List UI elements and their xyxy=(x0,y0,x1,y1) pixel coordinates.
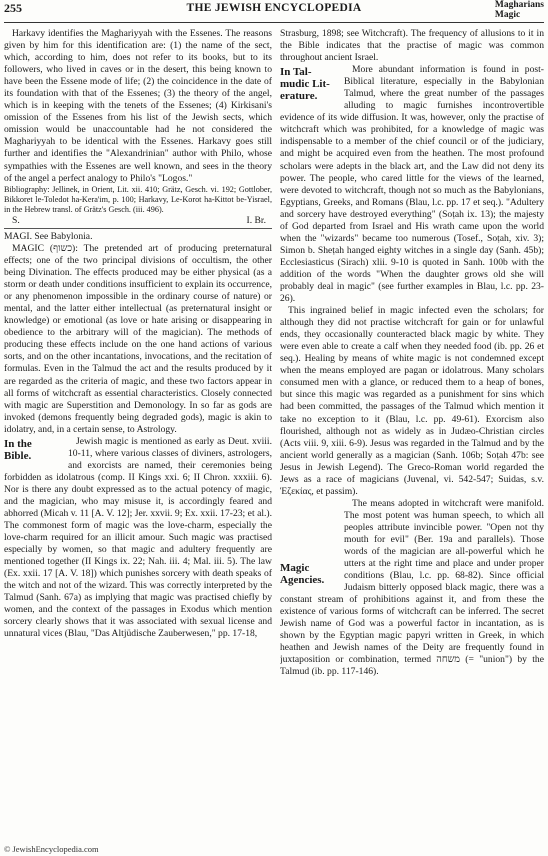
article-divider xyxy=(4,228,272,229)
side-heading-line: Bible. xyxy=(4,449,32,462)
signature-left: S. xyxy=(12,214,20,226)
essenes-paragraph: Harkavy identifies the Maghariyyah with the Essenes. The reasons given by him for this identification are: (1) the name of the sect, which, according to him, does not refer to its books, but to its followers, who lived in caves or in the desert, this being known to have been the Essene mode of life; (2) the coincidence in the date of its foundation with that of the Essenes; (3) the theory of the angel, which is in keeping with the tenets of the Essenes; (4) Kirkisani's omission of the Essenes from his list of the Jewish sects, which omission would be unaccountable had he not considered the Maghariyyah to be identical with the Essenes. Harkavy goes still further and identifies the "Alexandrinian" author with Philo, whose sympathies with the Essenes are well known, and sees in the theory of the angel a perfect analogy to Philo's "Logos." xyxy=(4,28,272,184)
right-column xyxy=(280,28,544,840)
copyright-mark: © xyxy=(4,844,11,854)
magic-definition-paragraph: MAGIC (כשוף): The pretended art of producing preternatural effects; one of the two principal divisions of occultism, the other being Divination. The effects produced may be either physical (as a storm or death under conditions insufficient to explain its occurrence, or any phenomenon impossible in the ordinary course of nature) or mental, and the latter either intellectual (as preternatural insight or knowledge) or emotional (as love or hate arising or disappearing in obedience to the arbitrary will of the magician). The methods of producing these effects include on the one hand actions of various sorts, and on the other incantations, invocations, and the recitation of formulas. Even in the Talmud the act and the results produced by it are regarded as the criteria of magic, and these two factors appear in all forms of witchcraft as essential characteristics. Closely connected with magic are Superstition and Demonology. In so far as gods are invoked (demons frequently being degraded gods), magic is akin to idolatry, and, in a certain sense, to Astrology. xyxy=(4,242,272,435)
side-heading-line: Magic xyxy=(280,561,310,574)
bibliography: Bibliography: Jellinek, in Orient, Lit. xii. 410; Grätz, Gesch. vi. 192; Gottlober, Bikkoret le-Toledot ha-Kera'im, p. 100; Harkavy, Le-Korot ha-Kittot be-Yisrael, in the Hebrew transl. of Grätz's Gesch. (iii. 496). xyxy=(4,184,272,214)
talmudic-paragraph: More abundant information is found in post-Biblical literature, especially in the Babylonian Talmud, where the great number of the passages alluding to magic furnishes incontrovertible evidence of its wide diffusion. It was, however, only the practise of witchcraft which was prohibited, for a knowledge of magic was indispensable to a member of the chief council or of the judiciary, and might be acquired even from the heathen. The most profound scholars were adepts in the black art, and the Law did not deny its power. The people, who cared little for the views of the learned, were devoted to witchcraft, though not so much as the Babylonians, Egyptians, Greeks, and Romans (Blau, l.c. pp. 17 et seq.). "Adultery and sorcery have destroyed everything" (Soṭah ix. 13); the majesty of God departed from Israel and His wrath came upon the world when the "wizards" became too numerous (Tosef., Soṭah, xiv. 3); Simon b. Sheṭah hanged eighty witches in a single day (Sanh. 45b); Ecclesiasticus (Sirach) xlii. 9-10 is quoted in Sanh. 100b with the addition of the words "When the daughter grows old she will probably deal in magic" (see further examples in Blau, l.c. pp. 23-26). xyxy=(280,64,544,305)
footer-credit xyxy=(4,844,99,854)
bible-magic-paragraph: Jewish magic is mentioned as early as Deut. xviii. 10-11, where various classes of diviners, astrologers, and exorcists are named, their ceremonies being forbidden as idolatrous (comp. II Kings xxi. 6; II Chron. xxxiii. 6). Nor is there any doubt expressed as to the actual potency of magic, and the magician, who may misuse it, is accordingly feared and abhorred (Micah v. 11 [A. V. 12]; Jer. xxvii. 9; Ex. xxii. 17-23; et al.). The commonest form of magic was the love-charm, especially the love-charm required for an illicit amour. Such magic was practised especially by women, so that magic and adultery frequently are mentioned together (II Kings ix. 22; Nah. iii. 4; Mal. iii. 5). The law (Ex. xxii. 17 [A. V. 18]) which punishes sorcery with death speaks of the witch and not of the wizard. This was correctly interpreted by the Talmud (Sanh. 67a) as implying that magic was practised chiefly by women, and the context of the passages in Exodus which mention sorcery clearly shows that it was associated with sexual license and unnatural vices (Blau, "Das Altjüdische Zauberwesen," pp. 17-18, xyxy=(4,435,272,640)
magi-entry: MAGI. See Babylonia. xyxy=(4,230,93,242)
side-heading-line: mudic Lit- xyxy=(280,78,330,91)
white-magic-paragraph: This ingrained belief in magic infected even the scholars; for although they did not practise witchcraft for gain or for unlawful ends, they occasionally counteracted black magic by white. They were even able to create a calf when they needed food (ib. pp. 26 et seq.). Healing by means of white magic is not condemned except when the means employed are pagan or idolatrous. Many scholars consumed men with a glance, or reduced them to a heap of bones, but since this magic was regarded as a punishment for sins which had been committed, the passages of the Talmud which mention it take no exception to it (Blau, l.c. pp. 49-61). Exorcism also flourished, although not as widely as in Judæo-Christian circles (Acts viii. 9, xiii. 6-9). Jesus was regarded in the Talmud and by the ancient world generally as a magician (Sanh. 106b; Soṭah 47b: see Jesus in Jewish Legend). The Greco-Roman world regarded the Jews as a race of magicians (Juvenal, vi. 542-547; Suidas, s.v. Ἐζεκίας, et passim). xyxy=(280,305,544,497)
side-heading-talmudic-literature xyxy=(280,66,338,102)
page-header xyxy=(4,0,544,23)
footer-source: JewishEncyclopedia.com xyxy=(12,844,99,854)
side-heading-line: Agencies. xyxy=(280,573,325,586)
running-title: THE JEWISH ENCYCLOPEDIA xyxy=(186,2,362,14)
page-number: 255 xyxy=(4,1,22,15)
signature-right: I. Br. xyxy=(246,214,266,226)
side-heading-line: In the xyxy=(4,437,32,450)
side-heading-in-the-bible xyxy=(4,438,62,462)
guide-words xyxy=(495,0,544,20)
guide-word-top: Magharians xyxy=(494,0,544,10)
side-heading-magic-agencies xyxy=(280,562,338,586)
left-column xyxy=(4,28,272,840)
continuation-paragraph: Strasburg, 1898; see Witchcraft). The frequency of allusions to it in the Bible indicates that the practise of magic was common throughout ancient Israel. xyxy=(280,28,544,64)
side-heading-line: erature. xyxy=(280,90,318,103)
signature-line xyxy=(4,215,272,227)
means-paragraph: The means adopted in witchcraft were manifold. The most potent was human speech, to which all peoples attribute invincible power. "Open not thy mouth for evil" (Ber. 19a and parallels). Those words of the magician are all-powerful which he utters at the right time and place and under proper conditions (Blau, l.c. pp. 68-82). Since official Judaism bitterly opposed black magic, there was a constant stream of prohibitions against it, and from these the existence of various forms of witchcraft can be inferred. The secret Jewish name of God was a powerful factor in incantation, as is shown by the Egyptian magic papyri written in Greek, in which heathen and Jewish names of the Deity are frequently found in juxtaposition or combination, termed משחה (= "union") by the Talmud (ib. pp. 117-146). xyxy=(280,497,544,678)
side-heading-line: In Tal- xyxy=(280,66,312,79)
guide-word-bottom: Magic xyxy=(494,10,521,20)
